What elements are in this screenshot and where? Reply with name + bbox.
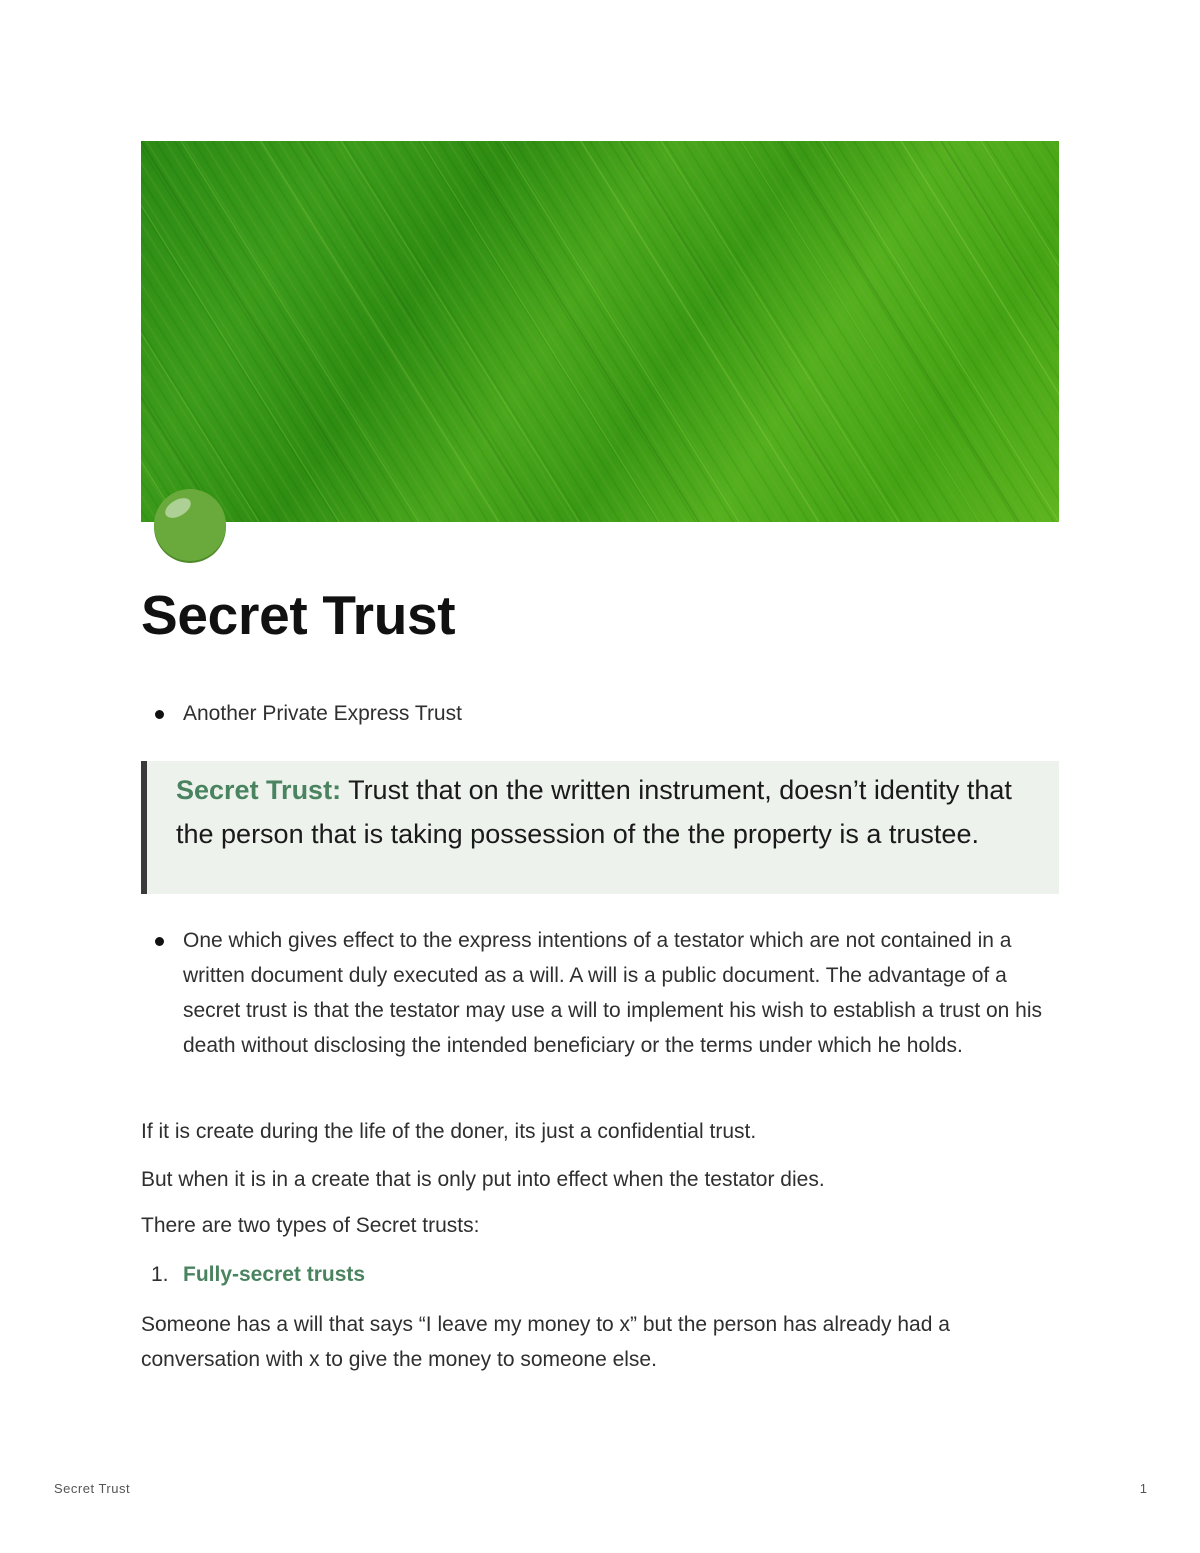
footer-title: Secret Trust <box>54 1481 131 1496</box>
leaf-texture <box>141 141 1059 522</box>
definition-callout <box>141 761 1059 894</box>
callout-term: Secret Trust: <box>176 775 342 805</box>
callout-text <box>176 768 1051 856</box>
list-heading: Fully-secret trusts <box>183 1263 366 1286</box>
cover-image <box>141 141 1059 522</box>
bullet-dot <box>155 710 164 719</box>
page-title: Secret Trust <box>141 584 456 646</box>
paragraph: Someone has a will that says “I leave my money to x” but the person has already had a conversation with x to give the money to someone else. <box>141 1313 950 1371</box>
green-circle-icon <box>151 486 229 564</box>
paragraph: If it is create during the life of the doner, its just a confidential trust. <box>141 1120 757 1143</box>
callout-definition: Trust that on the written instrument, doesn’t identity that the person that is taking possession of the the property is a trustee. <box>176 775 1012 849</box>
paragraph: But when it is in a create that is only put into effect when the testator dies. <box>141 1168 825 1191</box>
list-number: 1. <box>151 1263 169 1286</box>
paragraph: There are two types of Secret trusts: <box>141 1214 480 1237</box>
bullet-item <box>141 696 1059 731</box>
page-number: 1 <box>1139 1481 1147 1496</box>
bullet-text: One which gives effect to the express intentions of a testator which are not contained in a written document duly executed as a will. A will is a public document. The advantage of a secret trust is that the testator may use a will to implement his wish to establish a trust on his death without disclosing the intended beneficiary or the terms under which he holds. <box>183 929 1043 1057</box>
bullet-item <box>141 923 1059 1063</box>
bullet-dot <box>155 937 164 946</box>
bullet-text: Another Private Express Trust <box>183 702 462 725</box>
